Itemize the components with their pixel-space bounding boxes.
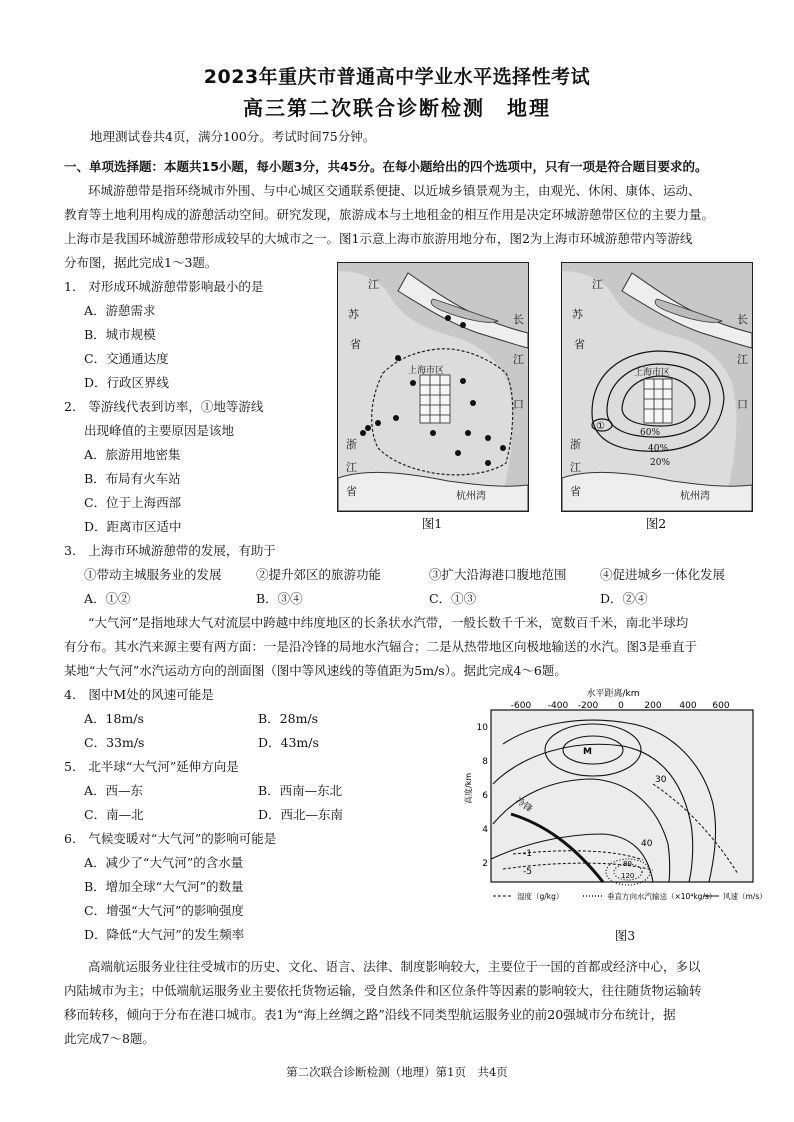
fig3-xtitle: 水平距离/km xyxy=(586,689,640,699)
figure-3-svg xyxy=(463,684,763,924)
fig2-label: 60% xyxy=(640,428,661,438)
question-5-option-a: A．西—东 xyxy=(84,783,144,798)
passage2-line: 某地“大气河”水汽运动方向的剖面图（图中等风速线的等值距为5m/s）。据此完成4～6题。 xyxy=(64,663,567,678)
fig2-label: 江 xyxy=(592,278,603,291)
passage1-line: 环城游憩带是指环绕城市外围、与中心城区交通联系便捷、以近城乡镇景观为主，由观光、休闲、康体、运动、 xyxy=(88,183,701,198)
passage3-line: 此完成7～8题。 xyxy=(64,1031,155,1046)
fig3-xtick: -200 xyxy=(577,701,599,711)
question-1-option-b: B．城市规模 xyxy=(84,327,156,342)
fig3-contour-label: -5 xyxy=(523,867,532,877)
fig2-label: 上海市区 xyxy=(634,368,671,378)
question-3-stem: 3. 上海市环城游憩带的发展，有助于 xyxy=(64,543,276,558)
fig3-ytitle: 高度/km xyxy=(464,772,473,804)
question-6-option-a: A．减少了“大气河”的含水量 xyxy=(84,855,244,870)
fig3-contour-label: -1 xyxy=(523,849,532,859)
fig3-contour-label: 80 xyxy=(623,860,632,868)
question-4-stem: 4. 图中M处的风速可能是 xyxy=(64,687,214,702)
question-2-option-c: C．位于上海西部 xyxy=(84,495,182,510)
fig1-label: 江 xyxy=(513,353,524,366)
question-1-option-d: D．行政区界线 xyxy=(84,375,170,390)
fig2-label: 浙 xyxy=(570,438,581,451)
question-5-option-d: D．西北—东南 xyxy=(258,807,344,822)
figure-1-caption: 图1 xyxy=(421,516,443,531)
figure-3-chart xyxy=(463,684,763,924)
exam-subtitle: 高三第二次联合诊断检测 地理 xyxy=(243,96,551,120)
fig3-xtick: 400 xyxy=(679,701,697,711)
question-3-item: ④促进城乡一体化发展 xyxy=(600,567,726,582)
fig3-xtick: -600 xyxy=(510,701,532,711)
fig2-label: 省 xyxy=(570,485,581,498)
fig3-ytick: 4 xyxy=(482,825,488,835)
passage2-line: “大气河”是指地球大气对流层中跨越中纬度地区的长条状水汽带，一般长数千千米，宽数百千米，南北半球均 xyxy=(88,615,689,630)
question-3-option-a: A．①② xyxy=(84,591,131,606)
fig3-ytick: 6 xyxy=(482,791,488,801)
fig1-label: 省 xyxy=(350,338,361,351)
question-6-option-d: D．降低“大气河”的发生频率 xyxy=(84,927,245,942)
fig3-legend-item: 垂直方向水汽输送（×10⁴kg/s） xyxy=(607,892,717,901)
fig3-ytick: 2 xyxy=(482,859,488,869)
question-3-option-d: D．②④ xyxy=(600,591,648,606)
figure-1-map xyxy=(337,262,529,512)
question-1-option-a: A．游憩需求 xyxy=(84,303,156,318)
page-footer: 第二次联合诊断检测（地理）第1页 共4页 xyxy=(286,1065,508,1079)
fig3-xtick: 200 xyxy=(644,701,662,711)
fig3-contour-label: 120 xyxy=(621,872,635,880)
figure-3-caption: 图3 xyxy=(614,928,636,943)
fig2-label: 口 xyxy=(737,398,748,411)
question-4-option-d: D．43m/s xyxy=(258,735,319,750)
passage1-line: 上海市是我国环城游憩带形成较早的大城市之一。图1示意上海市旅游用地分布，图2为上海市环城游憩带内等游线 xyxy=(64,231,693,246)
question-3-option-c: C．①③ xyxy=(429,591,477,606)
question-2-option-b: B．布局有火车站 xyxy=(84,471,181,486)
fig3-legend-item: 湿度（g/kg） xyxy=(517,892,564,901)
question-3-item: ①带动主城服务业的发展 xyxy=(84,567,222,582)
passage3-line: 移而转移，倾向于分布在港口城市。表1为“海上丝绸之路”沿线不同类型航运服务业的前20强城市分布统计，据 xyxy=(64,1007,676,1022)
fig3-xtick: -400 xyxy=(547,701,569,711)
fig3-contour-label: 30 xyxy=(655,775,667,785)
exam-title: 2023年重庆市普通高中学业水平选择性考试 xyxy=(203,66,591,88)
question-2-stem: 2. 等游线代表到访率，①地等游线 xyxy=(64,399,264,414)
passage1-line: 分布图，据此完成1～3题。 xyxy=(64,255,218,270)
fig1-label: 江 xyxy=(346,461,357,474)
fig3-legend-item: 风速（m/s） xyxy=(723,892,763,901)
question-6-option-c: C．增强“大气河”的影响强度 xyxy=(84,903,244,918)
figure-2-caption: 图2 xyxy=(645,516,667,531)
fig2-label: 40% xyxy=(648,444,669,454)
fig1-label: 杭州湾 xyxy=(456,491,486,502)
fig1-label: 省 xyxy=(346,485,357,498)
fig1-label: 江 xyxy=(368,278,379,291)
fig3-front-label: 冷锋 xyxy=(513,796,534,815)
fig1-label: 浙 xyxy=(346,438,357,451)
passage3-line: 高端航运服务业往往受城市的历史、文化、语言、法律、制度影响较大，主要位于一国的首都或经济中心，多以 xyxy=(88,959,701,974)
figure-1-svg xyxy=(338,263,528,511)
passage3-line: 内陆城市为主；中低端航运服务业主要依托货物运输，受自然条件和区位条件等因素的影响较大，往往随货物运输转 xyxy=(64,983,702,998)
fig2-label: 苏 xyxy=(572,308,583,321)
section-heading: 一、单项选择题：本题共15小题，每小题3分，共45分。在每小题给出的四个选项中，只有一项是符合题目要求的。 xyxy=(64,159,708,174)
question-2-option-a: A．旅游用地密集 xyxy=(84,447,181,462)
fig3-xtick: 0 xyxy=(618,701,624,711)
passage2-line: 有分布。其水汽来源主要有两方面：一是沿冷锋的局地水汽辐合；二是从热带地区向极地输送的水汽。图3是垂直于 xyxy=(64,639,697,654)
question-2-stem-cont: 出现峰值的主要原因是该地 xyxy=(84,423,235,438)
question-3-item: ③扩大沿海港口腹地范围 xyxy=(429,567,567,582)
fig2-label: 20% xyxy=(650,458,671,468)
question-6-option-b: B．增加全球“大气河”的数量 xyxy=(84,879,244,894)
figure-2-svg xyxy=(562,263,752,511)
question-4-option-b: B．28m/s xyxy=(258,711,319,726)
fig3-ytick: 10 xyxy=(476,723,488,733)
fig3-contour-label: 40 xyxy=(641,839,653,849)
fig2-label: 江 xyxy=(570,461,581,474)
passage1-line: 教育等土地利用构成的游憩活动空间。研究发现，旅游成本与土地租金的相互作用是决定环城游憩带区位的主要力量。 xyxy=(64,207,715,222)
fig1-label: 长 xyxy=(513,313,524,326)
exam-note: 地理测试卷共4页，满分100分。考试时间75分钟。 xyxy=(90,129,376,144)
question-1-option-c: C．交通通达度 xyxy=(84,351,169,366)
question-2-option-d: D．距离市区适中 xyxy=(84,519,182,534)
question-5-stem: 5. 北半球“大气河”延伸方向是 xyxy=(64,759,239,774)
fig1-label: 苏 xyxy=(348,308,359,321)
fig2-label: 江 xyxy=(737,353,748,366)
question-3-option-b: B．③④ xyxy=(256,591,303,606)
fig2-label: ① xyxy=(596,421,605,432)
fig2-label: 省 xyxy=(574,338,585,351)
question-5-option-c: C．南—北 xyxy=(84,807,144,822)
fig2-label: 长 xyxy=(737,313,748,326)
fig1-label: 口 xyxy=(513,398,524,411)
question-1-stem: 1. 对形成环城游憩带影响最小的是 xyxy=(64,279,264,294)
fig3-xtick: 600 xyxy=(712,701,730,711)
question-6-stem: 6. 气候变暖对“大气河”的影响可能是 xyxy=(64,831,277,846)
fig2-label: 杭州湾 xyxy=(680,491,710,502)
fig3-ytick: 8 xyxy=(482,757,488,767)
question-5-option-b: B．西南—东北 xyxy=(258,783,343,798)
question-4-option-a: A．18m/s xyxy=(84,711,144,726)
question-3-item: ②提升郊区的旅游功能 xyxy=(256,567,382,582)
fig3-m-label: M xyxy=(583,747,592,757)
question-4-option-c: C．33m/s xyxy=(84,735,145,750)
figure-2-map xyxy=(561,262,753,512)
fig1-label: 上海市区 xyxy=(408,366,445,376)
